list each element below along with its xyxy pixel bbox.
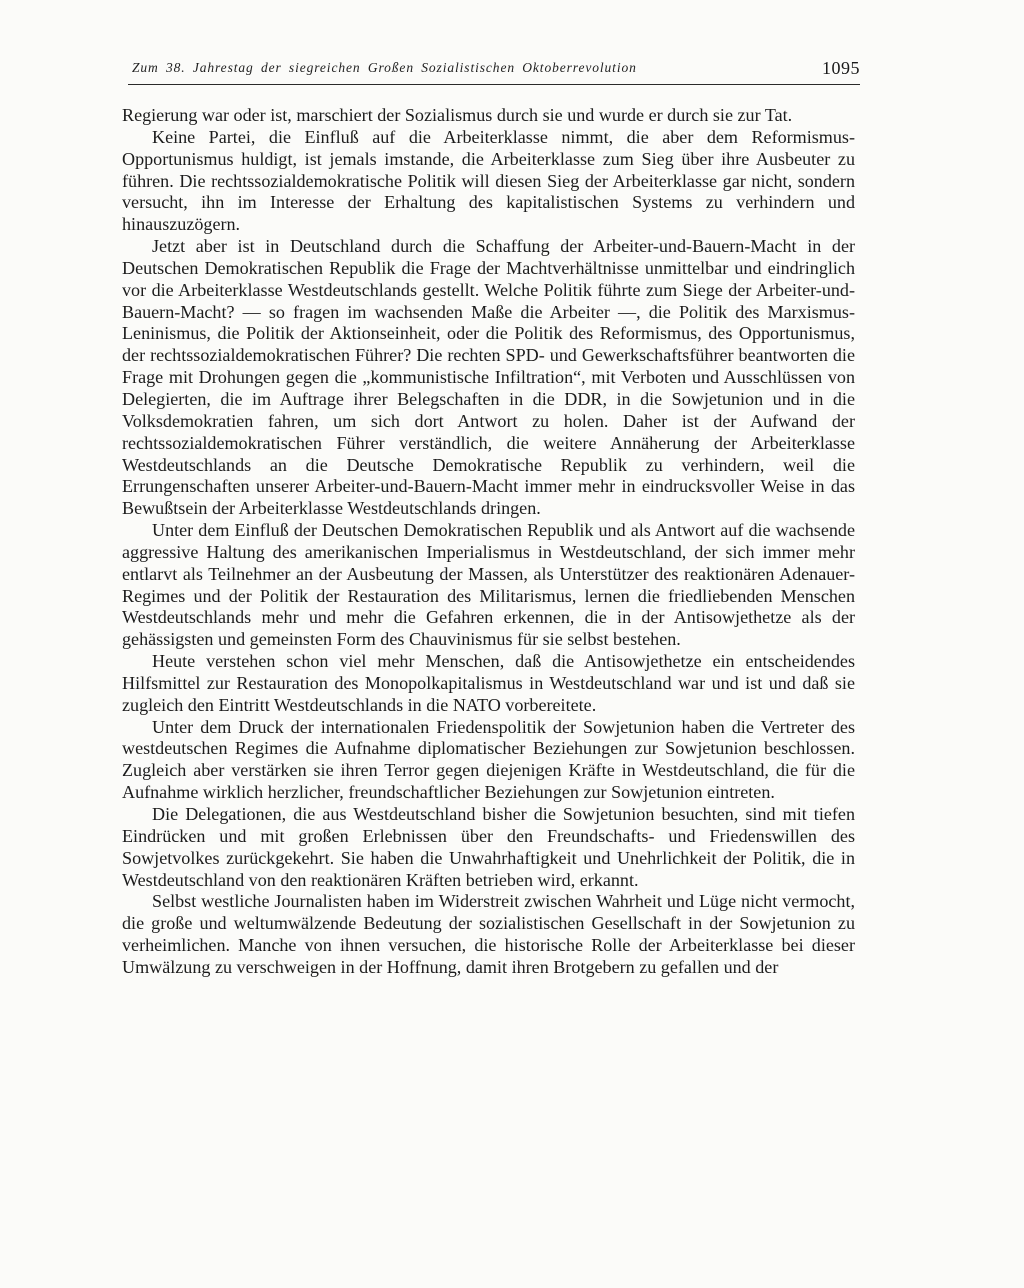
running-title: Zum 38. Jahrestag der siegreichen Großen Sozialistischen Oktoberrevolution	[132, 60, 637, 75]
running-header	[128, 54, 860, 85]
body-text	[122, 105, 855, 979]
paragraph: Regierung war oder ist, marschiert der Sozialismus durch sie und wurde er durch sie zur Tat.	[122, 105, 793, 125]
paragraph: Unter dem Druck der internationalen Friedenspolitik der Sowjetunion haben die Vertreter des westdeutschen Regimes die Aufnahme diplomatischer Beziehungen zur Sowjetunion beschlossen. Zugleich aber verstärken sie ihren Terror gegen diejenigen Kräfte in Westdeutschland, die für die Aufnahme wirklich herzlicher, freundschaftlicher Beziehungen zur Sowjetunion eintreten.	[122, 716, 855, 803]
paragraph: Die Delegationen, die aus Westdeutschland bisher die Sowjetunion besuchten, sind mit tiefen Eindrücken und mit großen Erlebnissen über den Freundschafts- und Friedenswillen des Sowjetvolkes zurückgekehrt. Sie haben die Unwahrhaftigkeit und Unehrlichkeit der Politik, die in Westdeutschland von den reaktionären Kräften betrieben wird, erkannt.	[122, 804, 855, 890]
paragraph: Keine Partei, die Einfluß auf die Arbeiterklasse nimmt, die aber dem Reformismus-Opportunismus huldigt, ist jemals imstande, die Arbeiterklasse zum Sieg über ihre Ausbeuter zu führen. Die rechtssozialdemokratische Politik will diesen Sieg der Arbeiterklasse gar nicht, sondern versucht, ihn im Interesse der Erhaltung des kapitalistischen Systems zu verhindern und hinauszuzögern.	[122, 126, 855, 235]
paragraph: Unter dem Einfluß der Deutschen Demokratischen Republik und als Antwort auf die wachsende aggressive Haltung des amerikanischen Imperialismus in Westdeutschland, der sich immer mehr entlarvt als Teilnehmer an der Ausbeutung der Massen, als Unterstützer des reaktionären Adenauer-Regimes und der Politik der Restauration des Militarismus, lernen die friedliebenden Menschen Westdeutschlands mehr und mehr die Gefahren erkennen, die in der Antisowjethetze als der gehässigsten und gemeinsten Form des Chauvinismus für sie selbst bestehen.	[122, 520, 855, 650]
paragraph: Heute verstehen schon viel mehr Menschen, daß die Antisowjethetze ein entscheidendes Hilfsmittel zur Restauration des Monopolkapitalismus in Westdeutschland war und ist und daß sie zugleich den Eintritt Westdeutschlands in die NATO vorbereitete.	[122, 651, 855, 715]
paragraph: Jetzt aber ist in Deutschland durch die Schaffung der Arbeiter-und-Bauern-Macht in der Deutschen Demokratischen Republik die Frage der Machtverhältnisse unmittelbar und eindringlich vor die Arbeiterklasse Westdeutschlands gestellt. Welche Politik führte zum Siege der Arbeiter-und-Bauern-Macht? — so fragen im wachsenden Maße die Arbeiter —, die Politik des Marxismus-Leninismus, die Politik der Aktionseinheit, oder die Politik des Reformismus, des Opportunismus, der rechtssozialdemokratischen Führer? Die rechten SPD- und Gewerkschaftsführer beantworten die Frage mit Drohungen gegen die „kommunistische Infiltration“, mit Verboten und Ausschlüssen von Delegierten, die im Auftrage ihrer Belegschaften in die DDR, in die Sowjetunion und in die Volksdemokratien fahren, um sich dort Antwort zu holen. Daher ist der Aufwand der rechtssozialdemokratischen Führer verständlich, die weitere Annäherung der Arbeiterklasse Westdeutschlands an die Deutsche Demokratische Republik zu verhindern, weil die Errungenschaften unserer Arbeiter-und-Bauern-Macht immer mehr in eindrucksvoller Weise in das Bewußtsein der Arbeiterklasse Westdeutschlands dringen.	[122, 236, 855, 519]
paragraph: Selbst westliche Journalisten haben im Widerstreit zwischen Wahrheit und Lüge nicht vermocht, die große und weltumwälzende Bedeutung der sozialistischen Gesellschaft in der Sowjetunion zu verheimlichen. Manche von ihnen versuchen, die historische Rolle der Arbeiterklasse bei dieser Umwälzung zu verschweigen in der Hoffnung, damit ihren Brotgebern zu gefallen und der	[122, 891, 855, 977]
page-number: 1095	[822, 58, 860, 78]
